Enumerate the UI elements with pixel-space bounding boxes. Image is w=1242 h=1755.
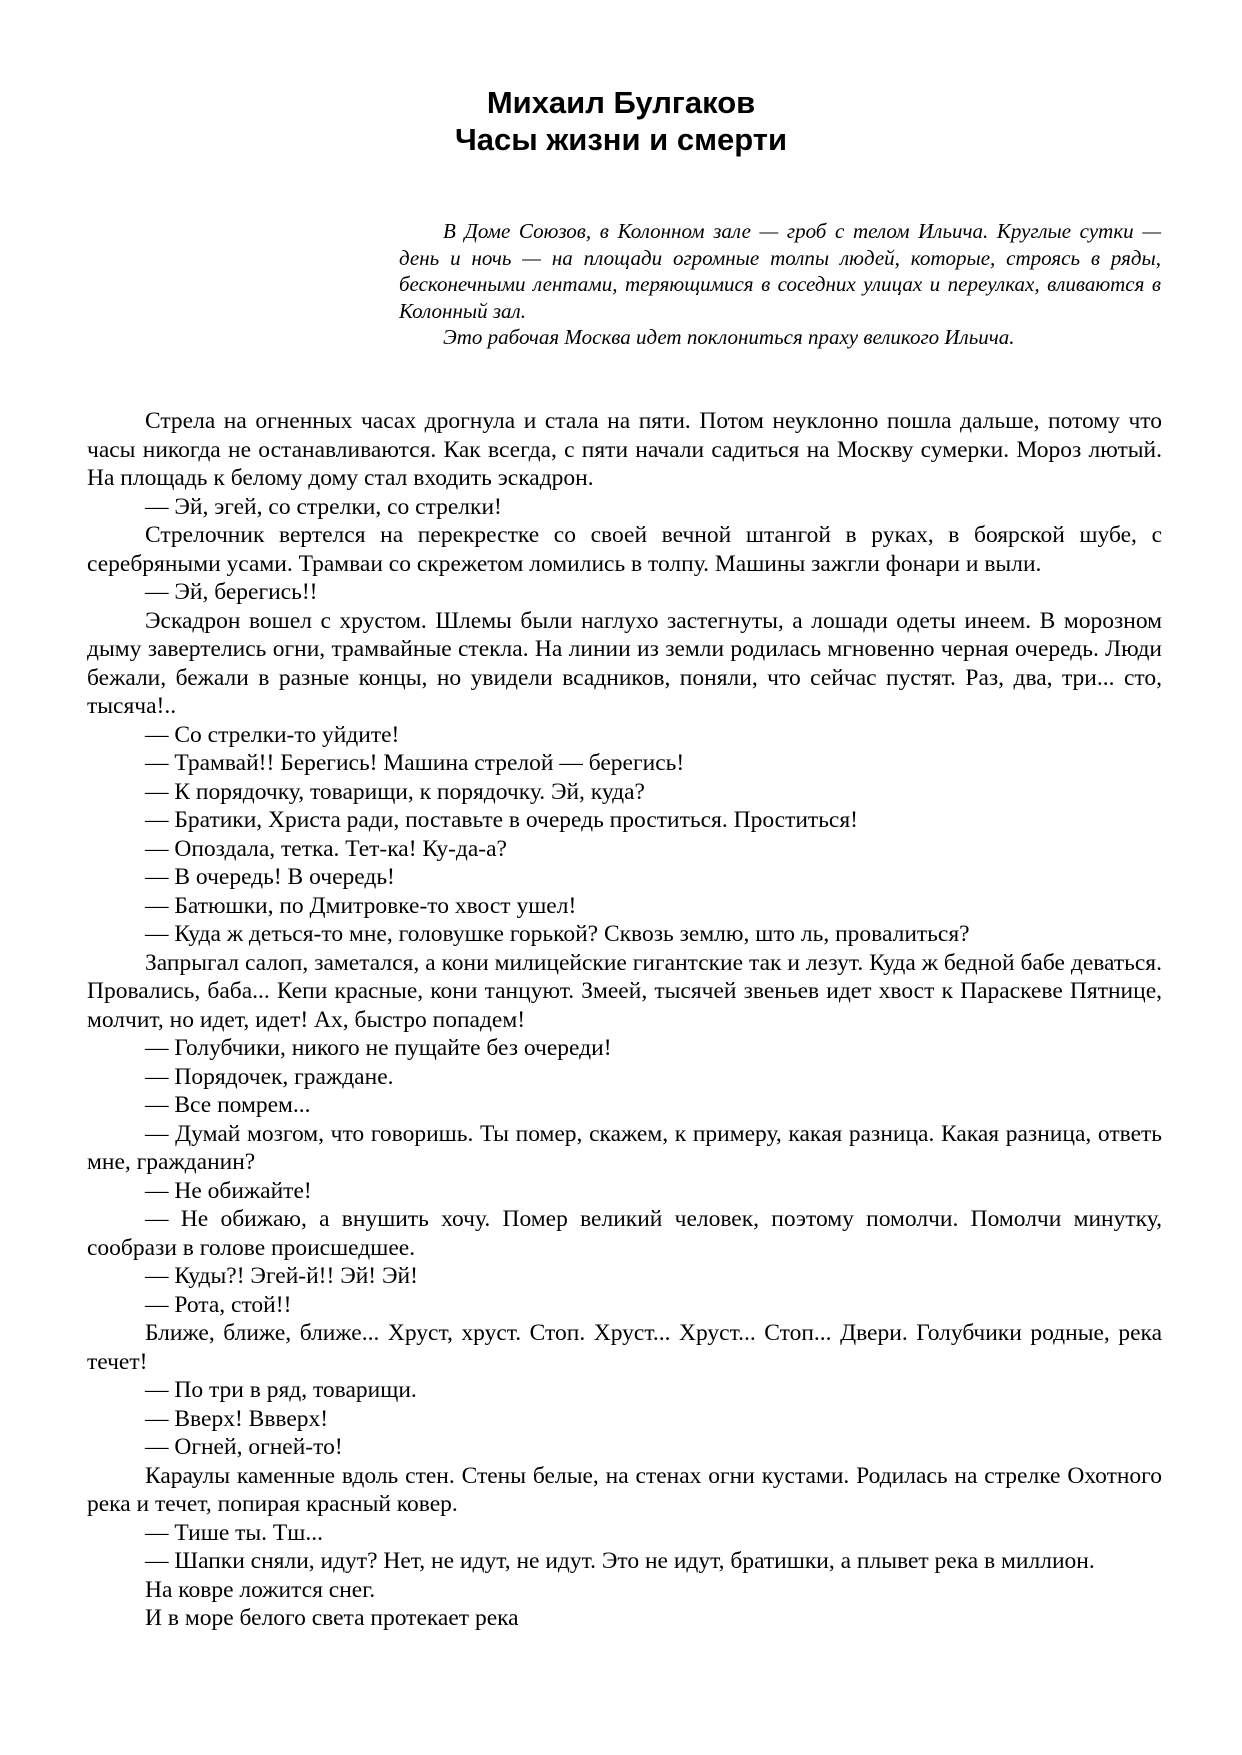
epigraph-paragraph: В Доме Союзов, в Колонном зале — гроб с телом Ильича. Круглые сутки — день и ночь — на площади огромные толпы людей, которые, строясь в ряды, бесконечными лентами, теряющимися в соседних улицах и переулках, вливаются в Колонный зал.	[399, 219, 1161, 323]
paragraph: — Голубчики, никого не пущайте без очереди!	[145, 1035, 612, 1061]
document-header	[0, 84, 1242, 158]
paragraph: — Рота, стой!!	[145, 1291, 292, 1318]
paragraph: — Тише ты. Тш...	[145, 1519, 324, 1546]
paragraph: — К порядочку, товарищи, к порядочку. Эй, куда?	[145, 778, 645, 805]
paragraph: — Не обижайте!	[145, 1177, 312, 1204]
epigraph-paragraph: Это рабочая Москва идет поклониться праху великого Ильича.	[443, 325, 1015, 349]
paragraph: Эскадрон вошел с хрустом. Шлемы были наглухо застегнуты, а лошади одеты инеем. В морозном дыму завертелись огни, трамвайные стекла. На линии из земли родилась мгновенно черная очередь. Люди бежали, бежали в разные концы, но увидели всадников, поняли, что сейчас пустят. Раз, два, три... сто, тысяча!..	[87, 607, 1162, 719]
paragraph: — Братики, Христа ради, поставьте в очередь проститься. Проститься!	[145, 807, 858, 833]
paragraph: — В очередь! В очередь!	[145, 864, 395, 890]
paragraph: — Порядочек, граждане.	[145, 1063, 394, 1090]
paragraph: — Огней, огней-то!	[145, 1434, 343, 1460]
paragraph: Караулы каменные вдоль стен. Стены белые, на стенах огни кустами. Родилась на стрелке Охотного река и течет, попирая красный ковер.	[87, 1462, 1162, 1517]
paragraph: На ковре ложится снег.	[145, 1576, 376, 1603]
paragraph: Запрыгал салоп, заметался, а кони милицейские гигантские так и лезут. Куда ж бедной бабе деваться. Провались, баба... Кепи красные, кони танцуют. Змеей, тысячей звеньев идет хвост к Параскеве Пятнице, молчит, но идет, идет! Ах, быстро попадем!	[87, 949, 1162, 1033]
story-body	[87, 407, 1162, 1633]
paragraph: — Эй, берегись!!	[145, 579, 318, 605]
author-name: Михаил Булгаков	[486, 85, 756, 120]
paragraph: — Эй, эгей, со стрелки, со стрелки!	[145, 493, 502, 520]
paragraph: — Шапки сняли, идут? Нет, не идут, не идут. Это не идут, братишки, а плывет река в миллион.	[145, 1548, 1095, 1574]
paragraph: — Все помрем...	[145, 1092, 311, 1118]
paragraph: — По три в ряд, товарищи.	[145, 1377, 417, 1403]
paragraph: Стрелочник вертелся на перекрестке со своей вечной штангой в руках, в боярской шубе, с серебряными усами. Трамваи со скрежетом ломились в толпу. Машины зажгли фонари и выли.	[87, 522, 1162, 577]
epigraph	[399, 218, 1161, 351]
paragraph: Ближе, ближе, ближе... Хруст, хруст. Стоп. Хруст... Хруст... Стоп... Двери. Голубчики родные, река течет!	[87, 1320, 1162, 1375]
paragraph: — Батюшки, по Дмитровке-то хвост ушел!	[145, 892, 577, 919]
paragraph: — Опоздала, тетка. Тет-ка! Ку-да-а?	[145, 835, 507, 862]
paragraph: — Со стрелки-то уйдите!	[145, 721, 400, 748]
paragraph: — Куды?! Эгей-й!! Эй! Эй!	[145, 1263, 418, 1289]
paragraph: И в море белого света протекает река	[145, 1605, 519, 1631]
paragraph: Стрела на огненных часах дрогнула и стала на пяти. Потом неуклонно пошла дальше, потому что часы никогда не останавливаются. Как всегда, с пяти начали садиться на Москву сумерки. Мороз лютый. На площадь к белому дому стал входить эскадрон.	[87, 408, 1162, 491]
paragraph: — Не обижаю, а внушить хочу. Помер великий человек, поэтому помолчи. Помолчи минутку, сообрази в голове происшедшее.	[87, 1206, 1162, 1261]
paragraph: — Куда ж деться-то мне, головушке горькой? Сквозь землю, што ль, провалиться?	[145, 921, 970, 947]
paragraph: — Вверх! Ввверх!	[145, 1405, 329, 1432]
paragraph: — Трамвай!! Берегись! Машина стрелой — берегись!	[145, 750, 685, 776]
paragraph: — Думай мозгом, что говоришь. Ты помер, скажем, к примеру, какая разница. Какая разница, ответь мне, гражданин?	[87, 1120, 1162, 1175]
work-title: Часы жизни и смерти	[454, 122, 788, 157]
